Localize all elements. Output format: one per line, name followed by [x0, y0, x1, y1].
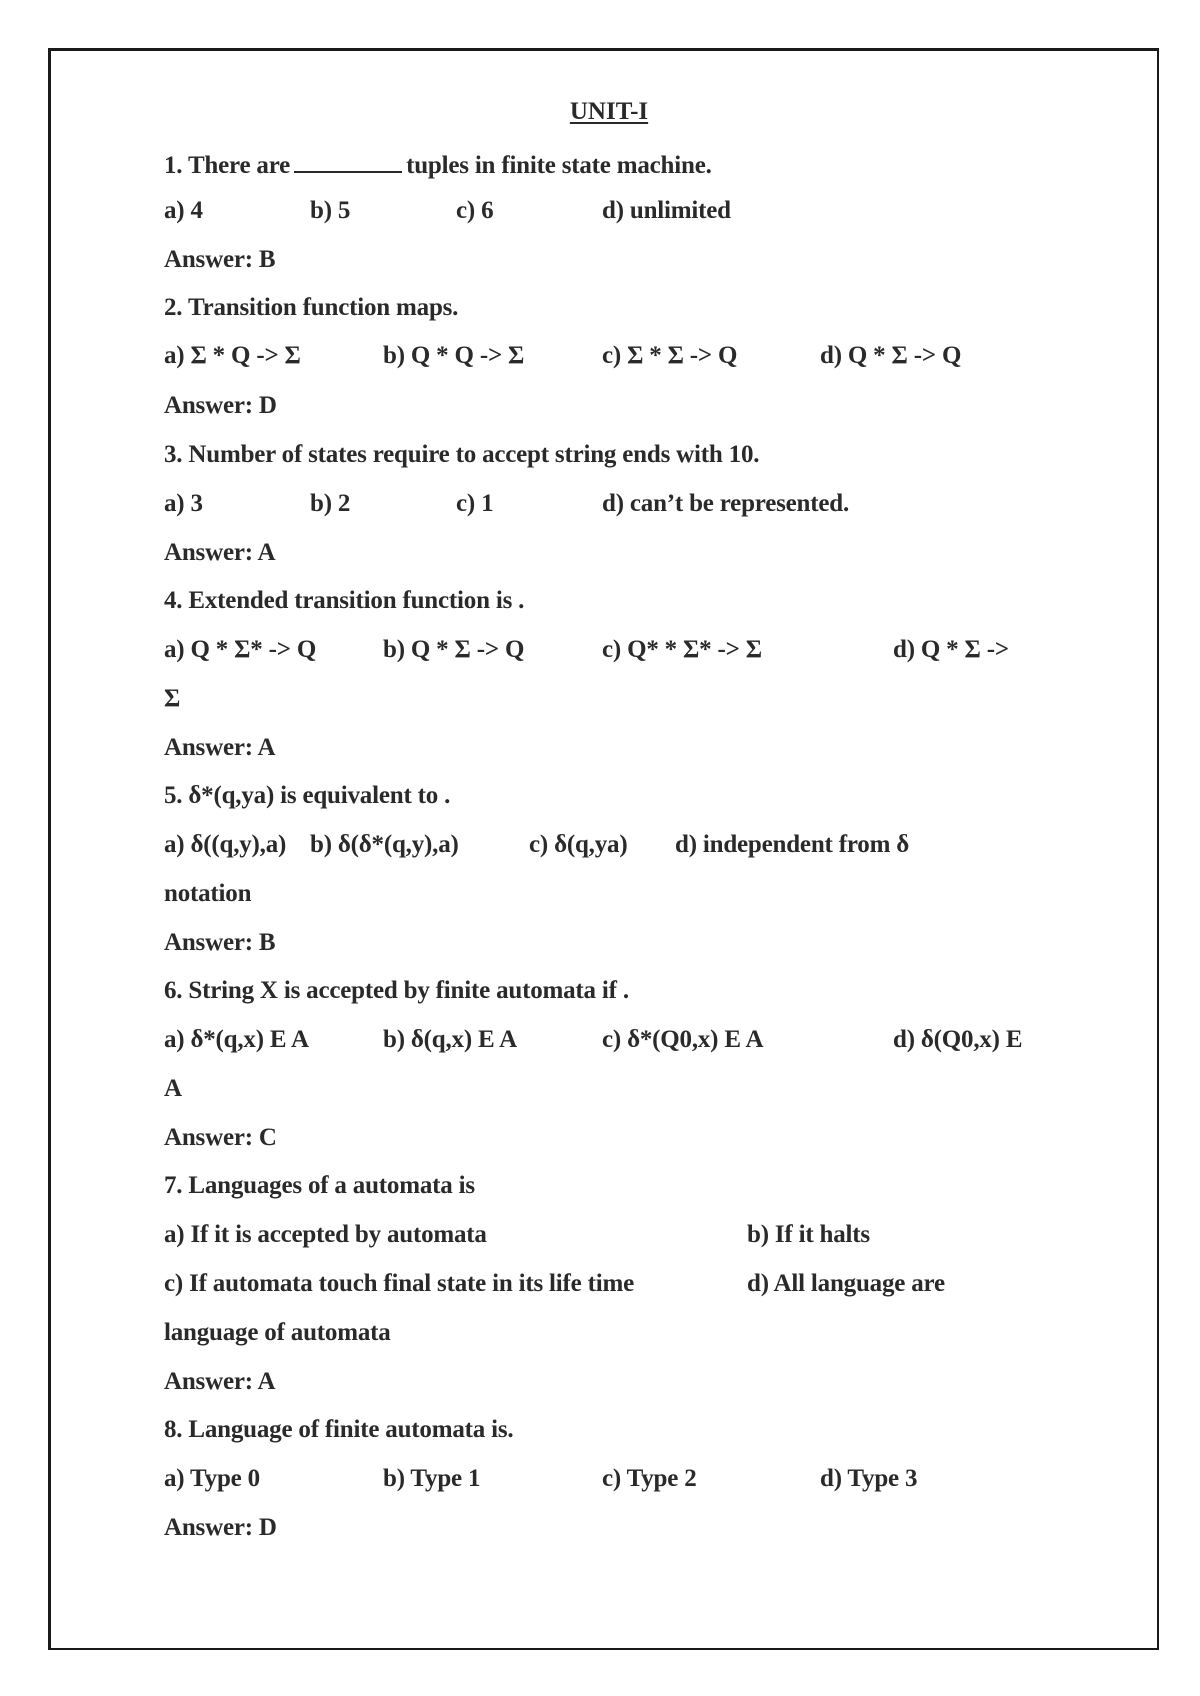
q3-answer: Answer: A — [164, 539, 276, 566]
q4-option-a: a) Q * Σ* -> Q — [164, 636, 317, 663]
question-4: 4. Extended transition function is . — [164, 587, 525, 614]
question-3: 3. Number of states require to accept string ends with 10. — [164, 441, 760, 468]
question-6: 6. String X is accepted by finite automata if . — [164, 977, 629, 1004]
q5-option-d: d) independent from δ — [675, 831, 910, 858]
question-1-text-end: tuples in finite state machine. — [406, 152, 712, 179]
q8-option-c: c) Type 2 — [602, 1465, 697, 1492]
q8-option-b: b) Type 1 — [383, 1465, 481, 1492]
q7-option-b: b) If it halts — [747, 1221, 870, 1248]
q4-option-d-wrap: Σ — [164, 685, 181, 712]
q6-option-d-wrap: A — [164, 1075, 182, 1102]
q8-answer: Answer: D — [164, 1514, 277, 1541]
q5-answer: Answer: B — [164, 929, 276, 956]
question-7: 7. Languages of a automata is — [164, 1172, 475, 1199]
page-title: UNIT-I — [569, 98, 649, 125]
q2-answer: Answer: D — [164, 392, 277, 419]
q2-option-b: b) Q * Q -> Σ — [383, 342, 525, 369]
q1-option-d: d) unlimited — [602, 197, 731, 224]
q5-option-c: c) δ(q,ya) — [529, 831, 628, 858]
q6-answer: Answer: C — [164, 1124, 277, 1151]
q4-option-b: b) Q * Σ -> Q — [383, 636, 525, 663]
q1-option-c: c) 6 — [456, 197, 494, 224]
q1-option-a: a) 4 — [164, 197, 203, 224]
q5-option-b: b) δ(δ*(q,y),a) — [310, 831, 459, 858]
q7-option-d: d) All language are — [747, 1270, 945, 1297]
q6-option-c: c) δ*(Q0,x) E A — [602, 1026, 764, 1053]
q7-option-a: a) If it is accepted by automata — [164, 1221, 487, 1248]
q4-answer: Answer: A — [164, 734, 276, 761]
q7-option-c: c) If automata touch final state in its life time — [164, 1270, 634, 1297]
q3-option-d: d) can’t be represented. — [602, 490, 850, 517]
q1-option-b: b) 5 — [310, 197, 351, 224]
question-1-text: 1. There are — [164, 152, 291, 179]
q6-option-d: d) δ(Q0,x) E — [893, 1026, 1023, 1053]
q6-option-b: b) δ(q,x) E A — [383, 1026, 518, 1053]
q7-answer: Answer: A — [164, 1368, 276, 1395]
question-8: 8. Language of finite automata is. — [164, 1416, 514, 1443]
q2-option-d: d) Q * Σ -> Q — [820, 342, 962, 369]
question-2: 2. Transition function maps. — [164, 294, 459, 321]
q4-option-c: c) Q* * Σ* -> Σ — [602, 636, 762, 663]
q2-option-a: a) Σ * Q -> Σ — [164, 342, 301, 369]
q2-option-c: c) Σ * Σ -> Q — [602, 342, 738, 369]
q1-answer: Answer: B — [164, 246, 276, 273]
answer-blank — [294, 151, 402, 173]
question-5: 5. δ*(q,ya) is equivalent to . — [164, 782, 451, 809]
q4-option-d: d) Q * Σ -> — [893, 636, 1009, 663]
q3-option-b: b) 2 — [310, 490, 351, 517]
question-1 — [164, 150, 712, 182]
q8-option-a: a) Type 0 — [164, 1465, 260, 1492]
q3-option-a: a) 3 — [164, 490, 203, 517]
q8-option-d: d) Type 3 — [820, 1465, 918, 1492]
q3-option-c: c) 1 — [456, 490, 494, 517]
q6-option-a: a) δ*(q,x) E A — [164, 1026, 309, 1053]
q7-option-d-wrap: language of automata — [164, 1319, 391, 1346]
q5-option-d-wrap: notation — [164, 880, 252, 907]
q5-option-a: a) δ((q,y),a) — [164, 831, 287, 858]
